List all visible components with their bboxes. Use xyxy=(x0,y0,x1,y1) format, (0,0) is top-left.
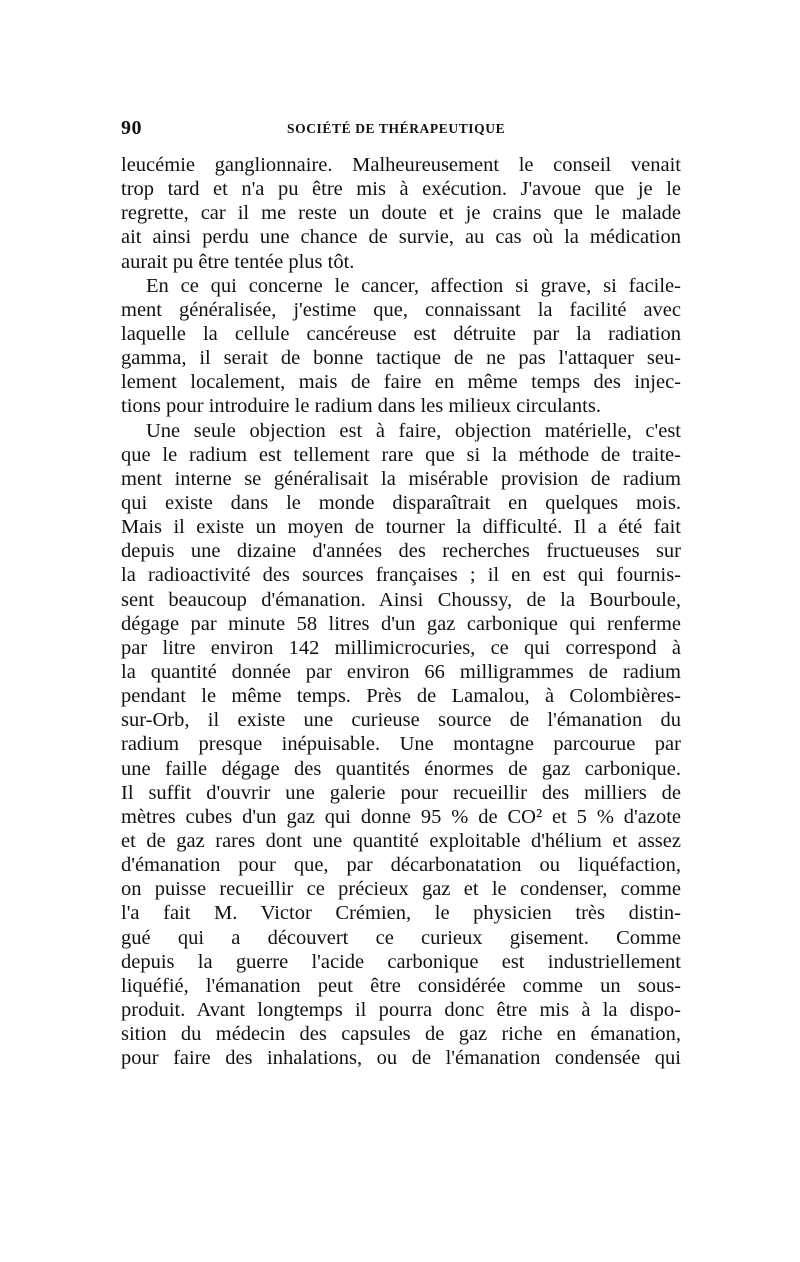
text-line: depuis la guerre l'acide carbonique est industriellement xyxy=(121,950,681,973)
text-line: ait ainsi perdu une chance de survie, au cas où la médication xyxy=(121,226,681,249)
text-line: la quantité donnée par environ 66 milligrammes de radium xyxy=(121,660,681,683)
text-line: dégage par minute 58 litres d'un gaz carbonique qui renferme xyxy=(121,612,681,635)
text-line: d'émanation pour que, par décarbonatation ou liquéfaction, xyxy=(121,854,681,877)
text-line: lement localement, mais de faire en même temps des injec- xyxy=(121,371,681,394)
text-line: radium presque inépuisable. Une montagne parcourue par xyxy=(121,733,681,756)
text-line: En ce qui concerne le cancer, affection si grave, si facile- xyxy=(146,274,681,297)
text-line: une faille dégage des quantités énormes de gaz carbonique. xyxy=(121,757,681,780)
text-line: l'a fait M. Victor Crémien, le physicien très distin- xyxy=(121,902,681,925)
text-line: tions pour introduire le radium dans les milieux circulants. xyxy=(121,395,601,418)
text-line: pendant le même temps. Près de Lamalou, à Colombières- xyxy=(121,685,681,708)
text-line: Mais il existe un moyen de tourner la difficulté. Il a été fait xyxy=(121,516,681,539)
text-line: regrette, car il me reste un doute et je crains que le malade xyxy=(121,202,681,225)
text-line: gué qui a découvert ce curieux gisement. Comme xyxy=(121,926,681,949)
text-line: par litre environ 142 millimicrocuries, ce qui correspond à xyxy=(121,636,681,659)
text-line: sur-Orb, il existe une curieuse source de l'émanation du xyxy=(121,709,681,732)
body-text xyxy=(121,153,681,1070)
text-line: gamma, il serait de bonne tactique de ne pas l'attaquer seu- xyxy=(121,347,681,370)
text-line: aurait pu être tentée plus tôt. xyxy=(121,250,355,273)
text-line: produit. Avant longtemps il pourra donc être mis à la dispo- xyxy=(121,998,681,1021)
text-line: depuis une dizaine d'années des recherches fructueuses sur xyxy=(121,540,681,563)
text-line: leucémie ganglionnaire. Malheureusement le conseil venait xyxy=(121,154,681,176)
text-line: ment interne se généralisait la misérable provision de radium xyxy=(121,467,681,490)
text-line: la radioactivité des sources françaises ; il en est qui fournis- xyxy=(121,564,681,587)
text-line: mètres cubes d'un gaz qui donne 95 % de CO² et 5 % d'azote xyxy=(121,805,681,828)
text-line: sent beaucoup d'émanation. Ainsi Choussy, de la Bourboule, xyxy=(121,588,681,611)
text-line: et de gaz rares dont une quantité exploitable d'hélium et assez xyxy=(121,829,681,852)
page-header xyxy=(121,117,681,143)
text-line: pour faire des inhalations, ou de l'émanation condensée qui xyxy=(121,1047,681,1070)
text-line: Il suffit d'ouvrir une galerie pour recueillir des milliers de xyxy=(121,781,681,804)
running-title: SOCIÉTÉ DE THÉRAPEUTIQUE xyxy=(287,121,506,136)
text-line: laquelle la cellule cancéreuse est détruite par la radiation xyxy=(121,322,681,345)
text-line: on puisse recueillir ce précieux gaz et le condenser, comme xyxy=(121,878,681,901)
text-line: qui existe dans le monde disparaîtrait en quelques mois. xyxy=(121,491,681,514)
text-line: ment généralisée, j'estime que, connaissant la facilité avec xyxy=(121,298,681,321)
text-line: Une seule objection est à faire, objection matérielle, c'est xyxy=(146,419,681,442)
page-number: 90 xyxy=(121,117,142,139)
text-line: liquéfié, l'émanation peut être considérée comme un sous- xyxy=(121,974,681,997)
text-line: sition du médecin des capsules de gaz riche en émanation, xyxy=(121,1023,681,1046)
text-line: que le radium est tellement rare que si la méthode de traite- xyxy=(121,443,681,466)
text-line: trop tard et n'a pu être mis à exécution. J'avoue que je le xyxy=(121,178,681,201)
